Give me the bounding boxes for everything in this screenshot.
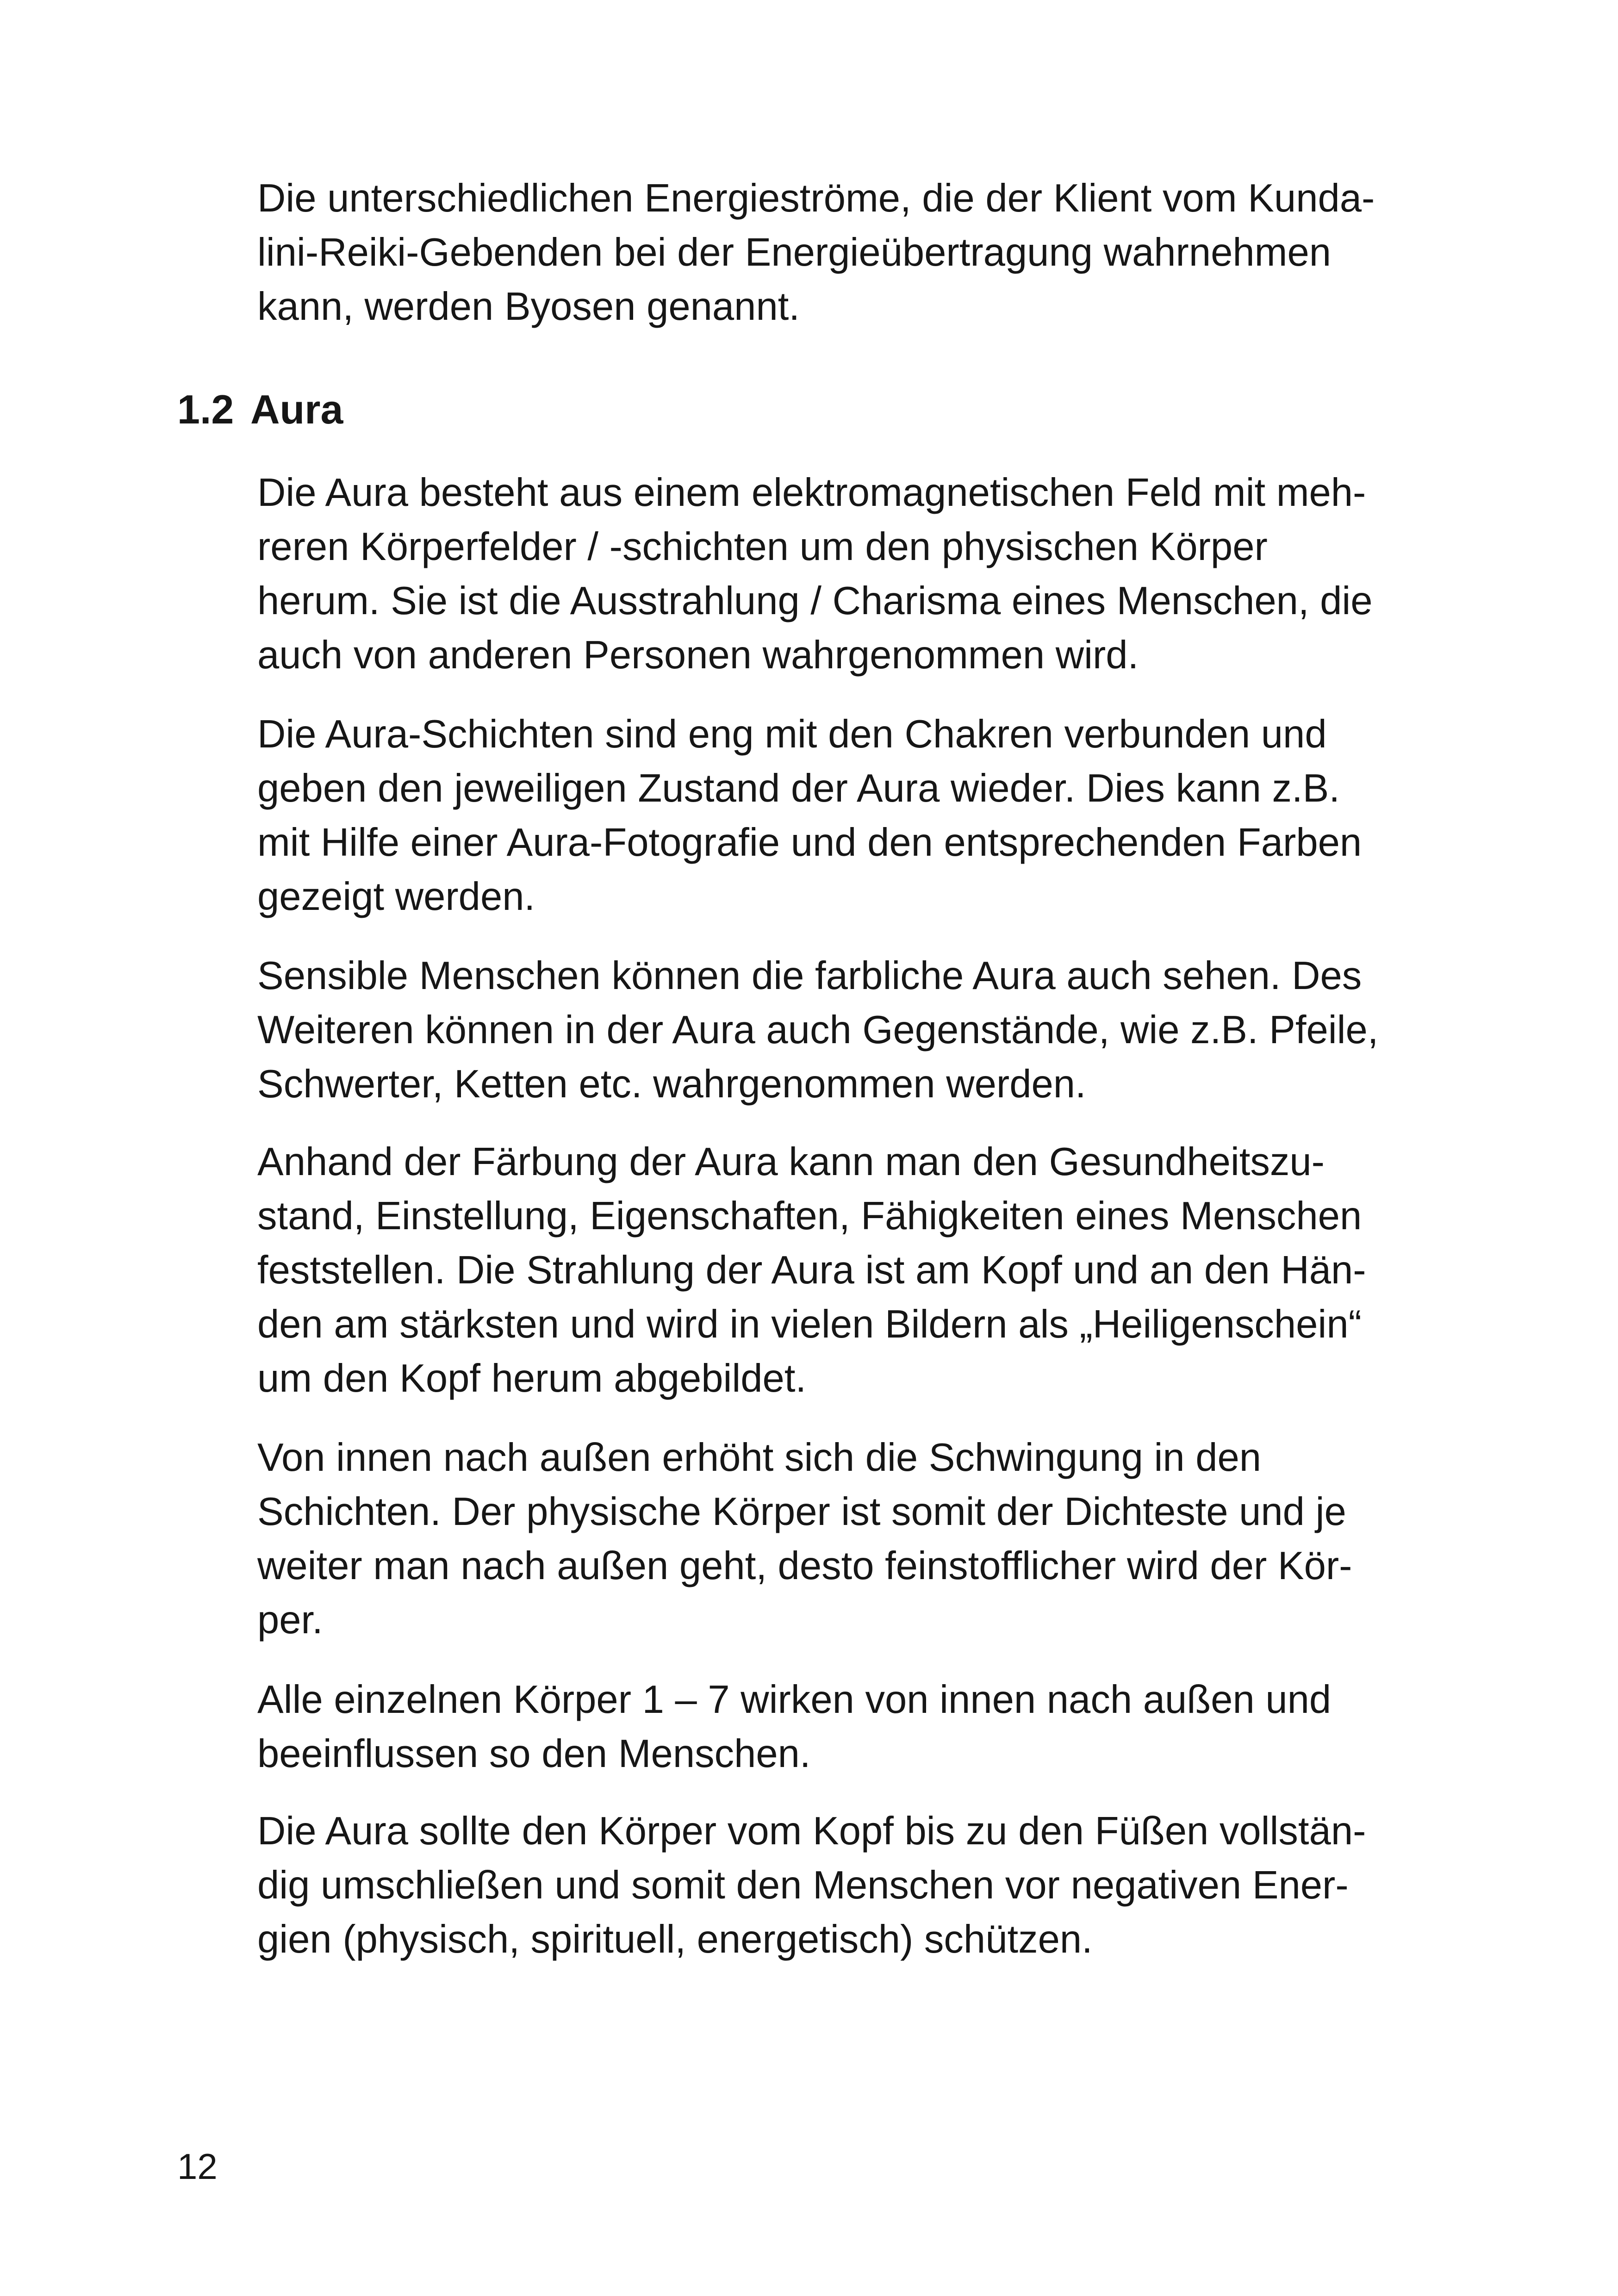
text-line: herum. Sie ist die Ausstrahlung / Charisma eines Menschen, die bbox=[257, 579, 1373, 623]
text-line: um den Kopf herum abgebildet. bbox=[257, 1356, 807, 1400]
text-line: geben den jeweiligen Zustand der Aura wieder. Dies kann z.B. bbox=[257, 766, 1340, 810]
text-line: auch von anderen Personen wahrgenommen wird. bbox=[257, 633, 1139, 677]
text-line: Die Aura besteht aus einem elektromagnetischen Feld mit meh- bbox=[257, 471, 1366, 515]
text-line: Von innen nach außen erhöht sich die Schwingung in den bbox=[257, 1436, 1262, 1480]
text-line: Alle einzelnen Körper 1 – 7 wirken von innen nach außen und bbox=[257, 1678, 1332, 1722]
paragraph bbox=[257, 1673, 1433, 1781]
section-title: Aura bbox=[250, 386, 343, 432]
text-line: weiter man nach außen geht, desto feinstofflicher wird der Kör- bbox=[257, 1544, 1352, 1588]
paragraph bbox=[257, 466, 1433, 682]
paragraph bbox=[257, 1431, 1433, 1647]
text-line: den am stärksten und wird in vielen Bildern als „Heiligenschein“ bbox=[257, 1302, 1362, 1346]
text-line: kann, werden Byosen genannt. bbox=[257, 285, 800, 329]
text-line: Anhand der Färbung der Aura kann man den Gesundheitszu- bbox=[257, 1140, 1325, 1184]
paragraph bbox=[257, 1804, 1433, 1966]
text-line: Sensible Menschen können die farbliche Aura auch sehen. Des bbox=[257, 954, 1362, 998]
text-line: mit Hilfe einer Aura-Fotografie und den entsprechenden Farben bbox=[257, 821, 1362, 865]
text-line: gezeigt werden. bbox=[257, 875, 535, 919]
paragraph bbox=[257, 707, 1433, 924]
text-line: beeinflussen so den Menschen. bbox=[257, 1732, 811, 1776]
text-line: Die Aura-Schichten sind eng mit den Chakren verbunden und bbox=[257, 712, 1327, 756]
text-line: gien (physisch, spirituell, energetisch) schützen. bbox=[257, 1917, 1093, 1961]
text-line: Schwerter, Ketten etc. wahrgenommen werden. bbox=[257, 1062, 1086, 1106]
text-line: dig umschließen und somit den Menschen vor negativen Ener- bbox=[257, 1863, 1349, 1907]
text-line: feststellen. Die Strahlung der Aura ist am Kopf und an den Hän- bbox=[257, 1248, 1366, 1292]
paragraph bbox=[257, 1135, 1433, 1406]
text-line: Weiteren können in der Aura auch Gegenstände, wie z.B. Pfeile, bbox=[257, 1008, 1379, 1052]
text-line: Die unterschiedlichen Energieströme, die der Klient vom Kunda- bbox=[257, 176, 1375, 220]
text-line: Die Aura sollte den Körper vom Kopf bis zu den Füßen vollstän- bbox=[257, 1809, 1366, 1853]
section-number: 1.2 bbox=[177, 386, 234, 432]
paragraph bbox=[257, 949, 1433, 1111]
section-heading bbox=[177, 382, 343, 436]
text-line: per. bbox=[257, 1598, 323, 1642]
text-line: lini-Reiki-Gebenden bei der Energieübertragung wahrnehmen bbox=[257, 230, 1332, 274]
intro-paragraph bbox=[257, 171, 1433, 334]
text-line: stand, Einstellung, Eigenschaften, Fähigkeiten eines Menschen bbox=[257, 1194, 1362, 1238]
page-number: 12 bbox=[177, 2146, 218, 2187]
text-line: Schichten. Der physische Körper ist somit der Dichteste und je bbox=[257, 1490, 1346, 1534]
text-line: reren Körperfelder / -schichten um den physischen Körper bbox=[257, 525, 1268, 569]
